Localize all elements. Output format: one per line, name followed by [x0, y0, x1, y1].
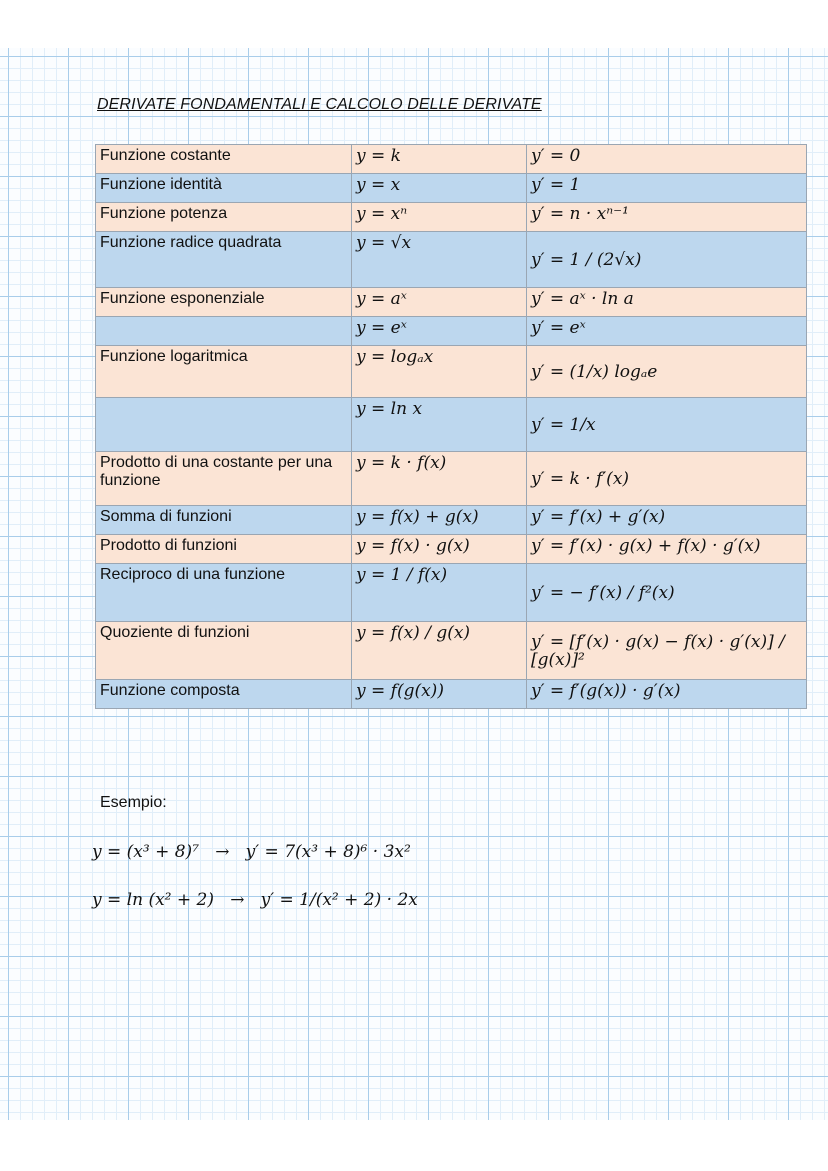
function-formula-cell: y = xⁿ [352, 203, 527, 232]
function-formula-cell: y = √x [352, 232, 527, 288]
function-formula-cell: y = 1 / f(x) [352, 564, 527, 622]
examples-section [92, 794, 418, 910]
function-name-cell: Somma di funzioni [96, 506, 352, 535]
table-row [96, 506, 807, 535]
table-row [96, 317, 807, 346]
function-formula-cell: y = aˣ [352, 288, 527, 317]
table-row [96, 622, 807, 680]
function-name-cell: Funzione costante [96, 145, 352, 174]
function-formula-cell: y = f(g(x)) [352, 680, 527, 709]
function-name-cell: Funzione esponenziale [96, 288, 352, 317]
function-name-cell: Funzione identità [96, 174, 352, 203]
derivative-formula-cell: y′ = 0 [527, 145, 807, 174]
example-formula-2: y = ln (x² + 2) → y′ = 1/(x² + 2) · 2x [92, 890, 418, 910]
derivative-formula-cell: y′ = aˣ · ln a [527, 288, 807, 317]
function-formula-cell: y = k [352, 145, 527, 174]
table-row [96, 232, 807, 288]
table-row [96, 174, 807, 203]
function-name-cell [96, 317, 352, 346]
derivative-formula-cell: y′ = (1/x) logₐe [527, 346, 807, 398]
function-name-cell: Reciproco di una funzione [96, 564, 352, 622]
page-title: DERIVATE FONDAMENTALI E CALCOLO DELLE DERIVATE [97, 96, 542, 113]
derivative-formula-cell: y′ = n · xⁿ⁻¹ [527, 203, 807, 232]
function-name-cell: Funzione composta [96, 680, 352, 709]
table-row [96, 145, 807, 174]
derivative-formula-cell: y′ = 1 [527, 174, 807, 203]
function-name-cell: Prodotto di funzioni [96, 535, 352, 564]
table-row [96, 398, 807, 452]
derivative-formula-cell: y′ = k · f′(x) [527, 452, 807, 506]
derivative-formula-cell: y′ = − f′(x) / f²(x) [527, 564, 807, 622]
table-row [96, 564, 807, 622]
function-formula-cell: y = eˣ [352, 317, 527, 346]
example-label: Esempio: [100, 794, 167, 811]
derivative-formula-cell: y′ = f′(x) + g′(x) [527, 506, 807, 535]
function-name-cell: Funzione radice quadrata [96, 232, 352, 288]
function-formula-cell: y = ln x [352, 398, 527, 452]
table-row [96, 346, 807, 398]
function-name-cell: Funzione logaritmica [96, 346, 352, 398]
table-row [96, 680, 807, 709]
derivative-formula-cell: y′ = 1 / (2√x) [527, 232, 807, 288]
example-formula-1: y = (x³ + 8)⁷ → y′ = 7(x³ + 8)⁶ · 3x² [92, 842, 411, 862]
function-formula-cell: y = f(x) · g(x) [352, 535, 527, 564]
function-name-cell: Quoziente di funzioni [96, 622, 352, 680]
table-row [96, 288, 807, 317]
function-name-cell: Funzione potenza [96, 203, 352, 232]
derivative-formula-cell: y′ = [f′(x) · g(x) − f(x) · g′(x)] / [g(x)]² [527, 622, 807, 680]
function-formula-cell: y = f(x) + g(x) [352, 506, 527, 535]
function-formula-cell: y = k · f(x) [352, 452, 527, 506]
function-formula-cell: y = logₐx [352, 346, 527, 398]
derivative-formula-cell: y′ = 1/x [527, 398, 807, 452]
function-formula-cell: y = x [352, 174, 527, 203]
function-name-cell [96, 398, 352, 452]
derivative-formula-cell: y′ = eˣ [527, 317, 807, 346]
function-name-cell: Prodotto di una costante per una funzione [96, 452, 352, 506]
table-row [96, 452, 807, 506]
derivative-formula-cell: y′ = f′(g(x)) · g′(x) [527, 680, 807, 709]
function-formula-cell: y = f(x) / g(x) [352, 622, 527, 680]
derivative-formula-cell: y′ = f′(x) · g(x) + f(x) · g′(x) [527, 535, 807, 564]
table-row [96, 535, 807, 564]
derivatives-table [95, 144, 807, 709]
table-row [96, 203, 807, 232]
